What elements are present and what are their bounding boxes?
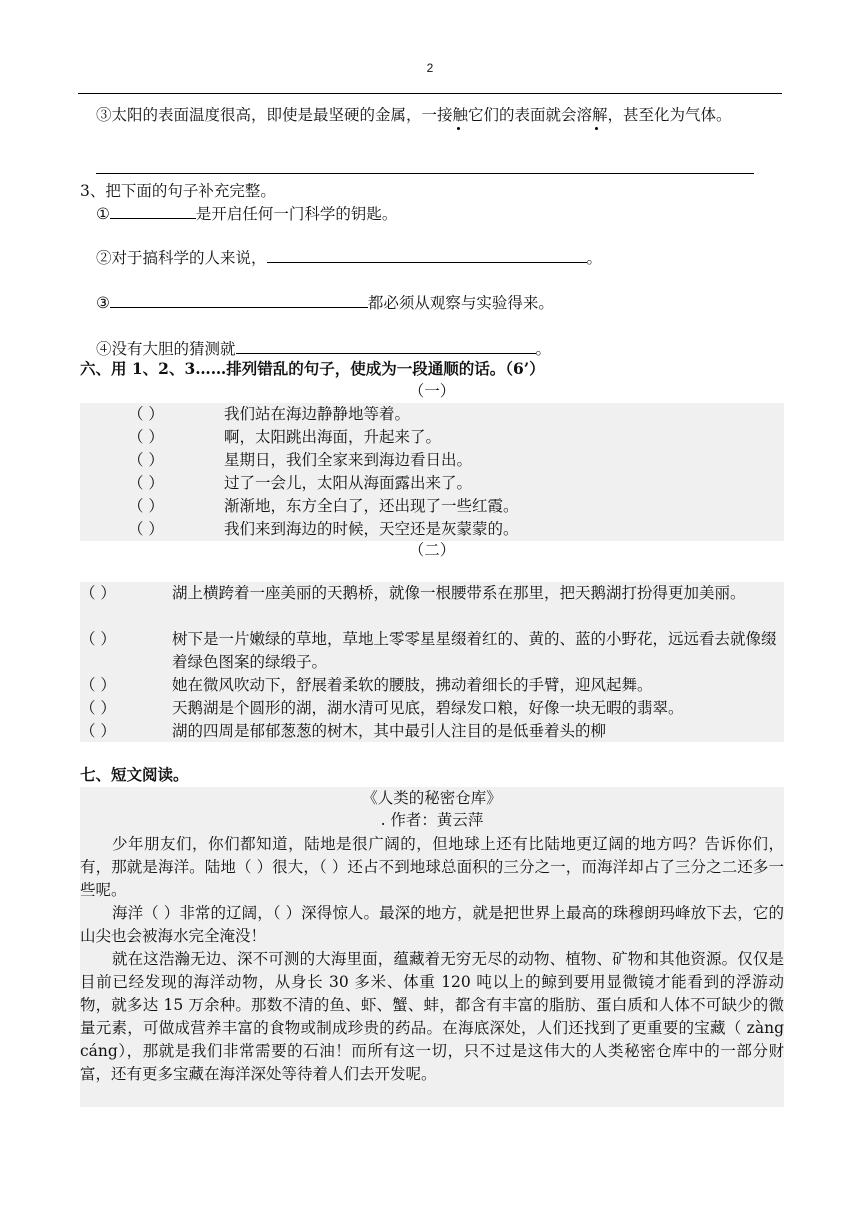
- reading-passage: [80, 787, 784, 1107]
- passage-author: . 作者：黄云萍: [380, 811, 484, 829]
- fill-blank[interactable]: [110, 202, 196, 219]
- list-item-text: 星期日，我们全家来到海边看日出。: [224, 451, 473, 469]
- list-item: [80, 628, 784, 674]
- passage-paragraph-1: 少年朋友们，你们都知道，陆地是很广阔的，但地球上还有比陆地更辽阔的地方吗？告诉你们，有，那就是海洋。陆地（ ）很大，（ ）还占不到地球总面积的三分之一，而海洋却占了三分之二还多一些呢。: [80, 835, 784, 899]
- order-blank[interactable]: （ ）: [80, 699, 116, 717]
- section6-part1-title: （一）: [408, 382, 456, 400]
- page-number: 2: [426, 61, 434, 75]
- q3-item-2-prefix: ②对于搞科学的人来说，: [96, 249, 267, 267]
- order-blank[interactable]: （ ）: [128, 451, 164, 469]
- order-blank[interactable]: （ ）: [80, 630, 116, 648]
- list-item-text: 我们站在海边静静地等着。: [224, 405, 411, 423]
- list-item: [80, 582, 784, 628]
- list-item: [80, 720, 784, 743]
- order-blank[interactable]: （ ）: [80, 722, 116, 740]
- part1-list: [80, 403, 784, 541]
- list-item-text: 渐渐地，东方全白了，还出现了一些红霞。: [224, 497, 519, 515]
- list-item: [128, 426, 441, 449]
- q3-item-3: [96, 291, 554, 314]
- order-blank[interactable]: （ ）: [80, 584, 116, 602]
- section6-part2-title: （二）: [408, 541, 456, 559]
- order-blank[interactable]: （ ）: [128, 405, 164, 423]
- list-item-text: 湖上横跨着一座美丽的天鹅桥，就像一根腰带系在那里，把天鹅湖打扮得更加美丽。: [172, 584, 746, 602]
- q3-heading: 3、把下面的句子补充完整。: [80, 182, 276, 200]
- list-item: [128, 449, 472, 472]
- order-blank[interactable]: （ ）: [128, 428, 164, 446]
- passage-paragraph-2: 海洋（ ）非常的辽阔，（ ）深得惊人。最深的地方，就是把世界上最高的珠穆朗玛峰放下去，它的山尖也会被海水完全淹没！: [80, 904, 784, 945]
- order-blank[interactable]: （ ）: [128, 520, 164, 538]
- fill-blank[interactable]: [236, 337, 536, 354]
- q3-item-1-prefix: ①: [96, 205, 110, 223]
- list-item: [80, 697, 784, 720]
- list-item: [128, 403, 410, 426]
- q3-item-1: [96, 202, 397, 225]
- q3-item-4: [96, 337, 551, 360]
- fill-blank[interactable]: [110, 291, 368, 308]
- list-item-text: 啊，太阳跳出海面，升起来了。: [224, 428, 442, 446]
- q3-item-3-suffix: 都必须从观察与实验得来。: [367, 294, 554, 312]
- q3-item-4-suffix: 。: [535, 340, 552, 358]
- q3-item-1-suffix: 是开启任何一门科学的钥匙。: [195, 205, 398, 223]
- q3-item-3-prefix: ③: [96, 294, 110, 312]
- fill-blank[interactable]: [267, 246, 587, 263]
- list-item-text: 我们来到海边的时候，天空还是灰蒙蒙的。: [224, 520, 519, 538]
- emphasis-dot: [457, 127, 460, 130]
- answer-line: [96, 173, 754, 174]
- q3-item-4-prefix: ④没有大胆的猜测就: [96, 340, 236, 358]
- order-blank[interactable]: （ ）: [80, 676, 116, 694]
- section7-heading: 七、短文阅读。: [80, 765, 189, 784]
- list-item-text: 树下是一片嫩绿的草地，草地上零零星星缀着红的、黄的、蓝的小野花，远远看去就像缀着绿色图案的绿缎子。: [172, 630, 777, 671]
- q5-sentence-3: ③太阳的表面温度很高，即使是最坚硬的金属，一接触它们的表面就会溶解，甚至化为气体。: [96, 106, 732, 124]
- list-item-text: 湖的四周是郁郁葱葱的树木，其中最引人注目的是低垂着头的柳: [172, 722, 607, 740]
- q3-item-2-suffix: 。: [586, 249, 603, 267]
- list-item: [128, 472, 472, 495]
- list-item-text: 她在微风吹动下，舒展着柔软的腰肢，拂动着细长的手臂，迎风起舞。: [172, 676, 653, 694]
- order-blank[interactable]: （ ）: [128, 497, 164, 515]
- list-item: [128, 518, 519, 541]
- q3-item-2: [96, 246, 602, 269]
- passage-title: 《人类的秘密仓库》: [362, 789, 502, 807]
- part2-list: [80, 582, 784, 742]
- section6-heading: 六、用 1、2、3……排列错乱的句子，使成为一段通顺的话。（6’）: [80, 359, 545, 378]
- list-item: [128, 495, 519, 518]
- passage-paragraph-3: 就在这浩瀚无边、深不可测的大海里面，蕴藏着无穷无尽的动物、植物、矿物和其他资源。仅仅是目前已经发现的海洋动物，从身长 30 多米、体重 120 吨以上的鲸到要用显微镜才能看到的浮游动物，就多达 15 万余种。那数不清的鱼、虾、蟹、蚌，都含有丰富的脂肪、蛋白质和人体不可缺少的微量元素，可做成营养丰富的食物或制成珍贵的药品。在海底深处，人们还找到了更重要的宝藏（ zàng cáng），那就是我们非常需要的石油！而所有这一切，只不过是这伟大的人类秘密仓库中的一部分财富，还有更多宝藏在海洋深处等待着人们去开发呢。: [80, 950, 784, 1083]
- list-item-text: 天鹅湖是个圆形的湖，湖水清可见底，碧绿发口粮，好像一块无暇的翡翠。: [172, 699, 684, 717]
- emphasis-dot: [595, 127, 598, 130]
- list-item: [80, 674, 784, 697]
- header-rule: [78, 93, 782, 94]
- order-blank[interactable]: （ ）: [128, 474, 164, 492]
- list-item-text: 过了一会儿，太阳从海面露出来了。: [224, 474, 473, 492]
